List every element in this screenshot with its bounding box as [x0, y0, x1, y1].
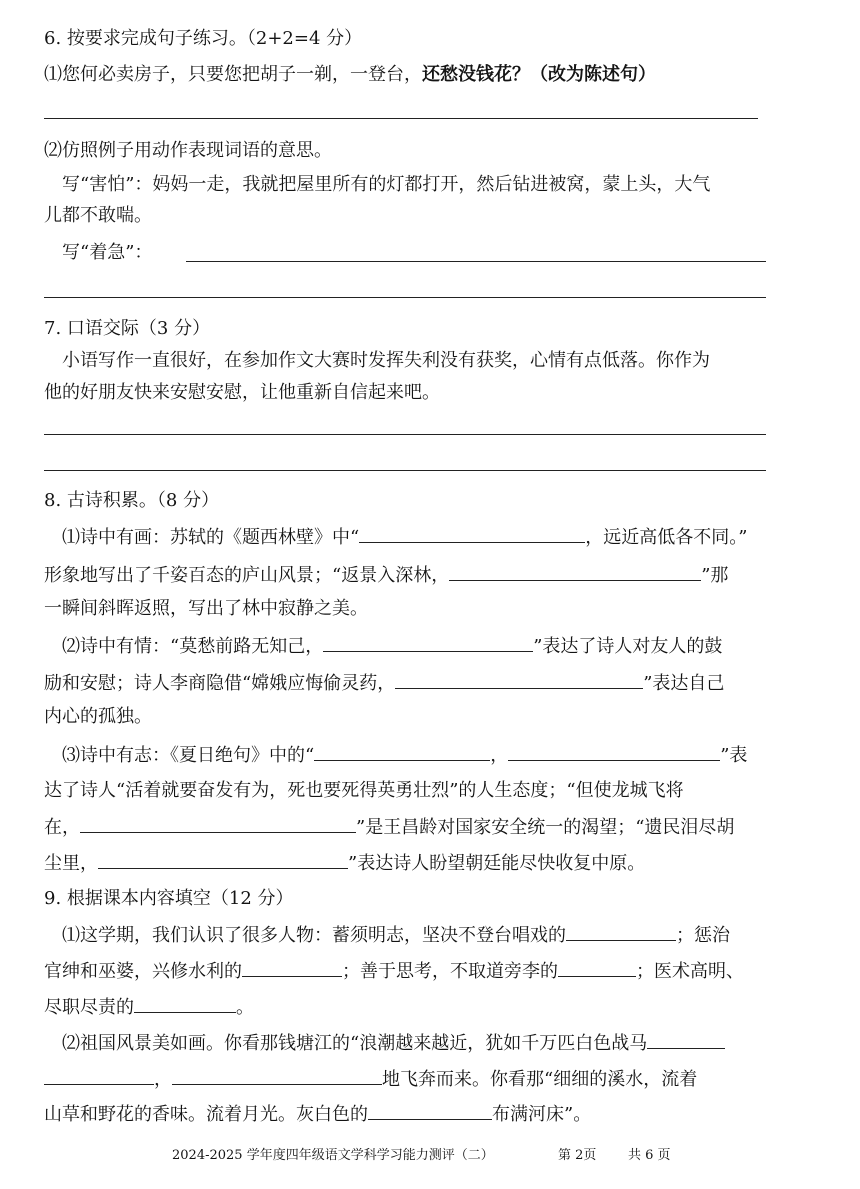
q9-line-2 [44, 958, 744, 985]
q8-blank-3[interactable] [323, 633, 533, 652]
q9-line-6 [44, 1101, 591, 1128]
footer-page-number: 第 2页 [558, 1148, 597, 1163]
q8-line-4 [62, 633, 722, 660]
q8-line-5-text: 励和安慰；诗人李商隐借“嫦娥应悔偷灵药， [44, 673, 396, 694]
q9-blank-2[interactable] [242, 958, 342, 977]
q8-line-9-text: 在， [44, 817, 80, 838]
q8-blank-8[interactable] [98, 850, 348, 869]
q9-line-2-text: 官绅和巫婆，兴修水利的 [44, 961, 242, 982]
q8-line-9 [44, 814, 734, 841]
q8-title: 8. 古诗积累。（8 分） [44, 490, 220, 511]
q9-line-1-text: ⑴这学期，我们认识了很多人物：蓄须明志，坚决不登台唱戏的 [62, 925, 566, 946]
q9-blank-3[interactable] [558, 958, 636, 977]
q9-blank-8[interactable] [368, 1101, 492, 1120]
q9-line-3-text: 尽职尽责的 [44, 997, 134, 1018]
q8-line-1-text: ⑴诗中有画：苏轼的《题西林壁》中“ [62, 527, 360, 548]
q8-line-2 [44, 562, 728, 589]
q9-blank-1[interactable] [566, 922, 676, 941]
q6-answer-line-1[interactable] [44, 118, 758, 119]
q8-line-5-tail: ”表达自己 [643, 673, 725, 694]
q6-part1-text: ⑴您何必卖房子，只要您把胡子一剃，一登台， [44, 64, 422, 85]
q8-line-10-text: 尘里， [44, 853, 98, 874]
q8-line-2-text: 形象地写出了千姿百态的庐山风景；“返景入深林， [44, 565, 450, 586]
q8-line-7 [62, 742, 747, 769]
q8-line-6: 内心的孤独。 [44, 706, 152, 727]
q9-blank-5[interactable] [647, 1030, 725, 1049]
q8-line-2-tail: ”那 [701, 565, 729, 586]
q7-title: 7. 口语交际（3 分） [44, 318, 211, 339]
q8-blank-6[interactable] [508, 742, 720, 761]
q8-line-7-tail: ”表 [720, 745, 748, 766]
q9-line-6-tail: 布满河床”。 [492, 1104, 592, 1125]
q9-line-2-tail: ；医术高明、 [636, 961, 744, 982]
q6-prompt: 写“着急”： [62, 242, 153, 263]
q7-text-line-2: 他的好朋友快来安慰安慰，让他重新自信起来吧。 [44, 382, 440, 403]
q9-title: 9. 根据课本内容填空（12 分） [44, 888, 294, 909]
q8-blank-5[interactable] [314, 742, 490, 761]
q8-line-3: 一瞬间斜晖返照，写出了林中寂静之美。 [44, 598, 368, 619]
q9-blank-4[interactable] [134, 994, 236, 1013]
q9-blank-6[interactable] [44, 1066, 154, 1085]
q8-blank-2[interactable] [449, 562, 701, 581]
q9-line-4-text: ⑵祖国风景美如画。你看那钱塘江的“浪潮越来越近，犹如千万匹白色战马 [62, 1033, 648, 1054]
q9-line-3 [44, 994, 254, 1021]
q8-line-10-tail: ”表达诗人盼望朝廷能尽快收复中原。 [348, 853, 646, 874]
q8-blank-7[interactable] [80, 814, 356, 833]
q9-line-5-tail: 地飞奔而来。你看那“细细的溪水，流着 [382, 1069, 698, 1090]
q8-line-8: 达了诗人“活着就要奋发有为，死也要死得英勇壮烈”的人生态度；“但使龙城飞将 [44, 780, 684, 801]
q8-line-4-tail: ”表达了诗人对友人的鼓 [533, 636, 723, 657]
q6-example-line-1: 写“害怕”：妈妈一走，我就把屋里所有的灯都打开，然后钻进被窝，蒙上头，大气 [62, 174, 711, 195]
q8-line-1 [62, 524, 747, 551]
q8-blank-1[interactable] [359, 524, 585, 543]
q9-line-3-tail: 。 [236, 997, 254, 1018]
footer-exam-title: 2024-2025 学年度四年级语文学科学习能力测评（二） [172, 1148, 494, 1163]
q9-blank-7[interactable] [172, 1066, 382, 1085]
q8-line-1-tail: ，远近高低各不同。” [585, 527, 748, 548]
q9-line-5 [44, 1066, 697, 1093]
q6-example-line-2: 儿都不敢喘。 [44, 205, 152, 226]
q8-line-7-comma: ， [490, 745, 509, 766]
q9-line-4 [62, 1030, 725, 1057]
q9-line-6-text: 山草和野花的香味。流着月光。灰白色的 [44, 1104, 368, 1125]
q6-answer-line-3[interactable] [44, 297, 766, 298]
q6-title: 6. 按要求完成句子练习。（2+2=4 分） [44, 28, 363, 49]
q6-part2-intro: ⑵仿照例子用动作表现词语的意思。 [44, 140, 332, 161]
q7-text-line-1: 小语写作一直很好，在参加作文大赛时发挥失利没有获奖，心情有点低落。你作为 [62, 350, 710, 371]
q8-line-7-text: ⑶诗中有志：《夏日绝句》中的“ [62, 745, 315, 766]
q7-answer-line-2[interactable] [44, 470, 766, 471]
q6-answer-line-2[interactable] [186, 261, 766, 262]
q9-line-2-mid: ；善于思考，不取道旁李的 [342, 961, 558, 982]
q9-line-1 [62, 922, 730, 949]
q6-part1 [44, 62, 656, 88]
q9-line-5-comma: ， [154, 1069, 172, 1090]
q8-blank-4[interactable] [395, 670, 643, 689]
q8-line-10 [44, 850, 645, 877]
q8-line-4-text: ⑵诗中有情：“莫愁前路无知己， [62, 636, 324, 657]
footer-total-pages: 共 6 页 [628, 1148, 671, 1163]
q8-line-5 [44, 670, 724, 697]
q8-line-9-tail: ”是王昌龄对国家安全统一的渴望；“遗民泪尽胡 [356, 817, 735, 838]
q7-answer-line-1[interactable] [44, 434, 766, 435]
q9-line-1-tail: ；惩治 [676, 925, 730, 946]
q6-part1-instruction: 还愁没钱花？（改为陈述句） [422, 64, 656, 85]
